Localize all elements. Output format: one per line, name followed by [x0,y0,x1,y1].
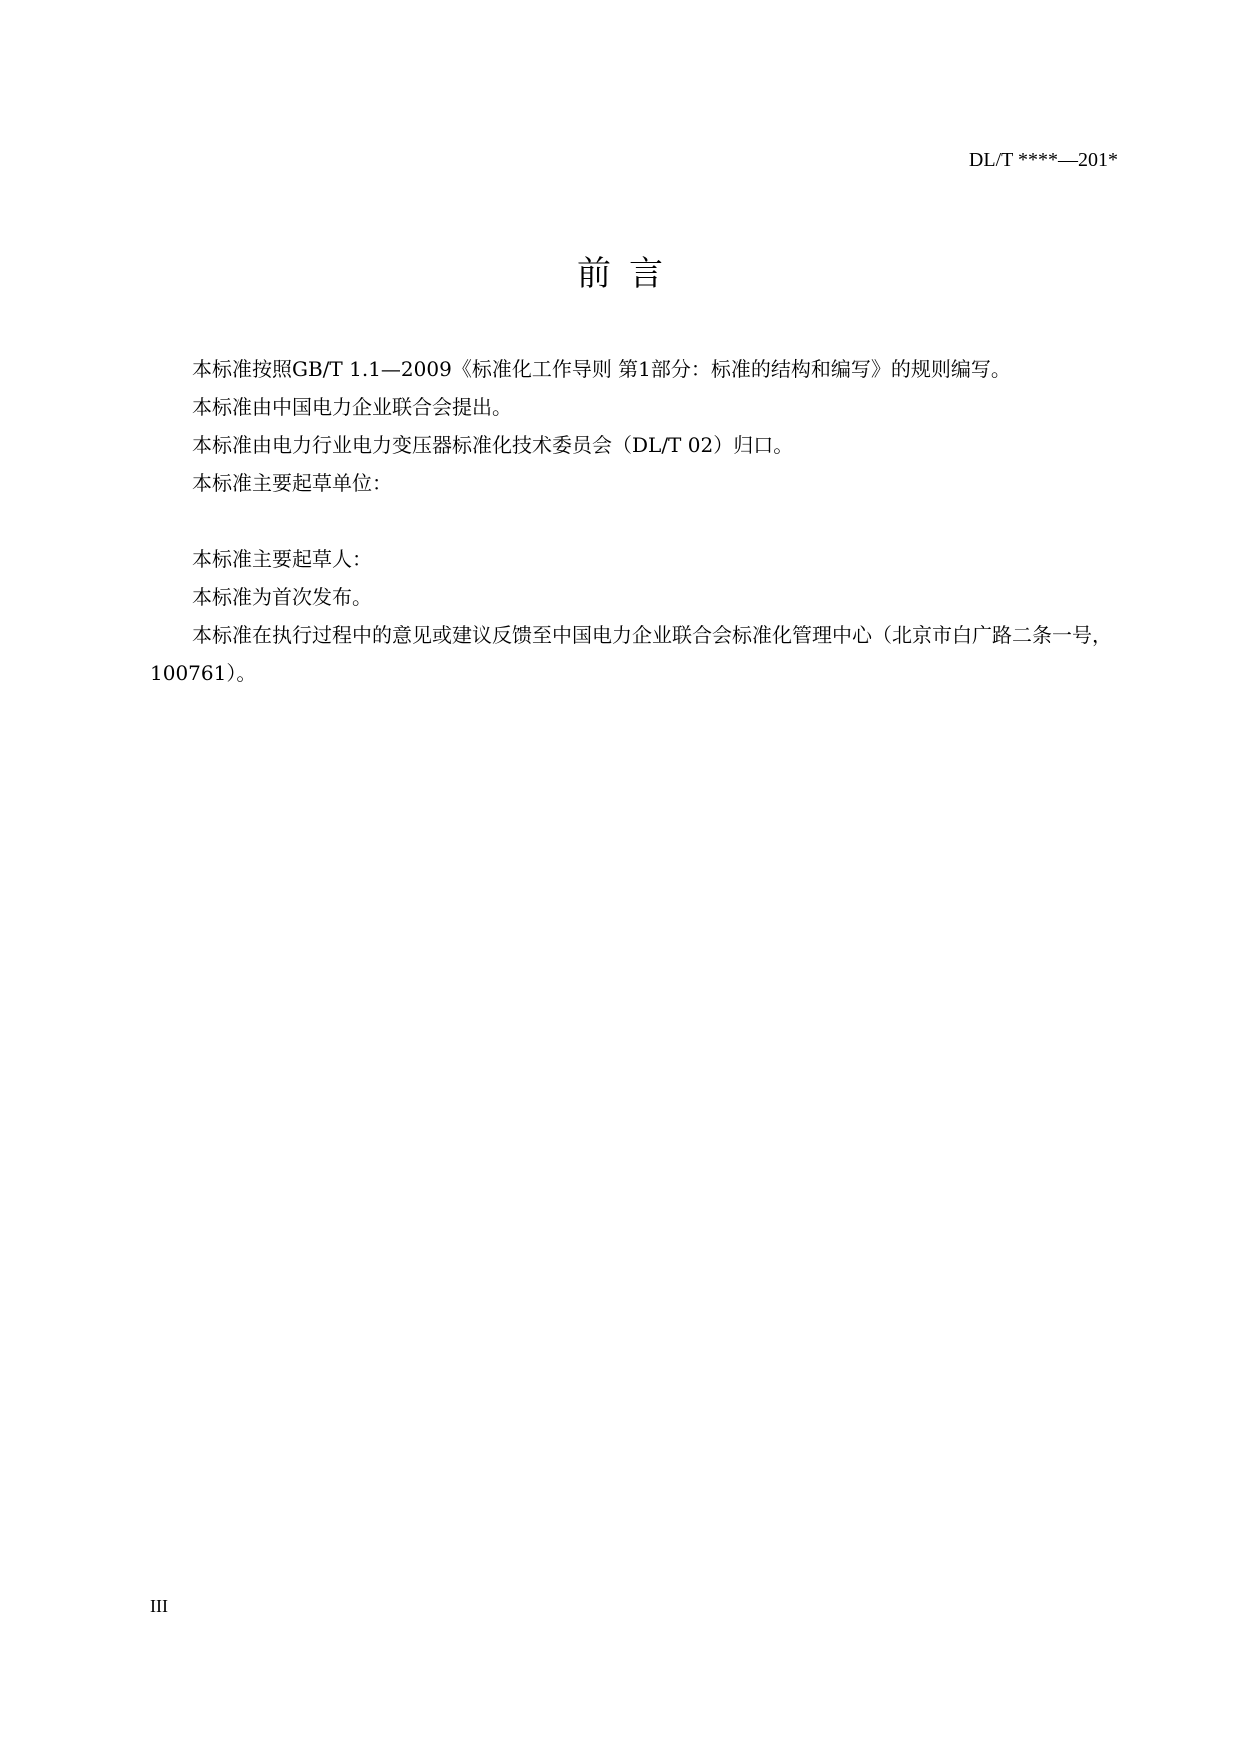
paragraph-drafters: 本标准主要起草人： [192,547,372,571]
paragraph-drafting-rules: 本标准按照GB/T 1.1—2009《标准化工作导则 第1部分：标准的结构和编写》的规则编写。 [192,357,1011,381]
standard-code: DL/T ****—201* [968,149,1118,171]
paragraph-drafting-units: 本标准主要起草单位： [192,471,392,495]
foreword-body [150,350,1120,692]
page-title: 前言 [577,254,681,294]
paragraph-first-release: 本标准为首次发布。 [192,585,372,609]
blank-line [150,502,1120,540]
paragraph-feedback: 本标准在执行过程中的意见或建议反馈至中国电力企业联合会标准化管理中心（北京市白广路二条一号，100761）。 [150,623,1112,685]
page-number: III [150,1596,168,1616]
paragraph-proposed-by: 本标准由中国电力企业联合会提出。 [192,395,512,419]
paragraph-centralized-by: 本标准由电力行业电力变压器标准化技术委员会（DL/T 02）归口。 [192,433,794,457]
